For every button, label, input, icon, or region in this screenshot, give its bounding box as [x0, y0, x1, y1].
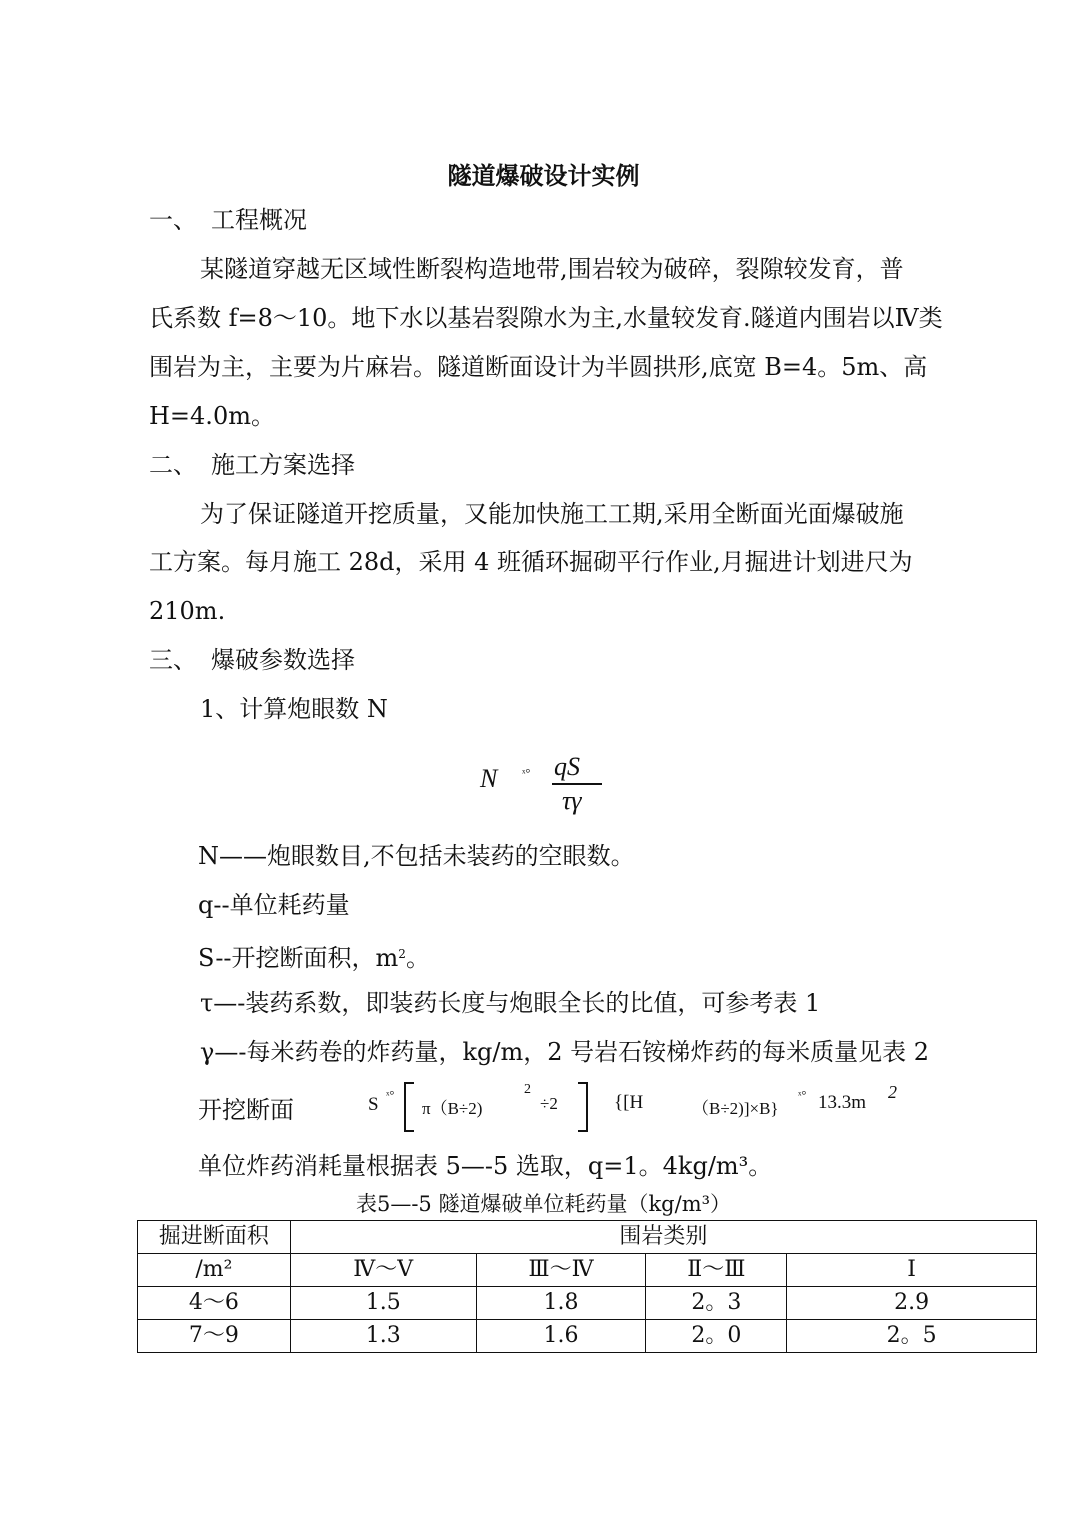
formula-area-exponent1: 2	[524, 1082, 531, 1097]
table-cell: 2。5	[787, 1320, 1037, 1353]
header-cell-class: Ⅲ～Ⅳ	[476, 1254, 646, 1287]
formula-area-operator-2: ˣ°	[798, 1088, 807, 1102]
definition-gamma: γ—-每米药卷的炸药量，kg/m，2 号岩石铵梯炸药的每米质量见表 2	[200, 1038, 929, 1066]
header-cell-area-unit: /m²	[138, 1254, 291, 1287]
section-number: 一、	[149, 206, 197, 234]
section-number: 二、	[149, 451, 197, 479]
table-cell: 1.6	[476, 1320, 646, 1353]
formula-area-part1: π（B÷2)	[422, 1099, 483, 1118]
section-number: 三、	[149, 646, 197, 674]
overview-line-1: 某隧道穿越无区域性断裂构造地带,围岩较为破碎，裂隙较发育，普	[200, 255, 904, 283]
formula-numerator: qS	[554, 752, 580, 781]
definition-tau: τ—-装药系数，即装药长度与炮眼全长的比值，可参考表 1	[200, 989, 821, 1017]
formula-area-s: S	[368, 1094, 379, 1115]
definition-s-end: 。	[405, 944, 430, 972]
table-cell: 2。3	[646, 1287, 787, 1320]
definition-s-exponent: 2	[398, 947, 406, 961]
header-cell-class: Ⅰ	[787, 1254, 1037, 1287]
table-cell-area: 7～9	[138, 1320, 291, 1353]
formula-area-exponent2: 2	[888, 1082, 897, 1102]
table-row	[138, 1287, 1037, 1320]
step-1-heading: 1、计算炮眼数 N	[200, 695, 388, 723]
formula-area-operator: ˣ°	[386, 1088, 395, 1102]
section-heading-1	[149, 205, 307, 235]
section-title: 施工方案选择	[211, 451, 355, 479]
unit-consumption-line: 单位炸药消耗量根据表 5—-5 选取，q=1。4kg/m³。	[198, 1152, 773, 1180]
section-heading-3	[149, 645, 355, 675]
charge-consumption-table	[137, 1220, 1037, 1353]
formula-lhs: N	[480, 764, 498, 793]
formula-area-part3: {[H	[614, 1092, 644, 1113]
formula-area-result: 13.3m	[818, 1092, 867, 1113]
table-row	[138, 1320, 1037, 1353]
header-cell-class: Ⅱ～Ⅲ	[646, 1254, 787, 1287]
formula-hole-count	[480, 752, 610, 822]
table-cell: 2。0	[646, 1320, 787, 1353]
header-cell-rock-class: 围岩类别	[290, 1221, 1036, 1254]
area-label: 开挖断面	[198, 1096, 294, 1124]
header-cell-area: 掘进断面积	[138, 1221, 291, 1254]
overview-line-3: 围岩为主，主要为片麻岩。隧道断面设计为半圆拱形,底宽 B=4。5m、高	[149, 353, 928, 381]
formula-operator: ˣ°	[522, 766, 531, 780]
overview-line-2: 氏系数 f=8～10。地下水以基岩裂隙水为主,水量较发育.隧道内围岩以Ⅳ类	[149, 304, 943, 332]
section-title: 工程概况	[211, 206, 307, 234]
section-heading-2	[149, 450, 355, 480]
formula-denominator: τγ	[562, 786, 582, 815]
definition-n: N——炮眼数目,不包括未装药的空眼数。	[198, 842, 635, 870]
table-cell: 2.9	[787, 1287, 1037, 1320]
definition-s	[198, 939, 430, 973]
plan-line-2: 工方案。每月施工 28d，采用 4 班循环掘砌平行作业,月掘进计划进尺为	[149, 548, 913, 576]
definition-s-text: S--开挖断面积，m	[198, 944, 399, 972]
plan-line-1: 为了保证隧道开挖质量，又能加快施工工期,采用全断面光面爆破施	[200, 500, 904, 528]
document-title: 隧道爆破设计实例	[447, 162, 640, 190]
table-header-row	[138, 1221, 1037, 1254]
section-title: 爆破参数选择	[211, 646, 355, 674]
fraction-bar	[552, 783, 602, 785]
formula-area-part4: （B÷2)]×B}	[692, 1099, 779, 1118]
table-caption: 表5—-5 隧道爆破单位耗药量（kg/m³）	[355, 1192, 732, 1216]
definition-q: q--单位耗药量	[198, 891, 350, 919]
table-cell: 1.5	[290, 1287, 476, 1320]
formula-area-part2: ÷2	[540, 1094, 558, 1113]
overview-line-4: H=4.0m。	[149, 402, 275, 430]
formula-area	[360, 1082, 920, 1132]
table-cell: 1.3	[290, 1320, 476, 1353]
right-square-bracket	[578, 1082, 588, 1132]
left-square-bracket	[404, 1082, 414, 1132]
table-cell-area: 4～6	[138, 1287, 291, 1320]
table-cell: 1.8	[476, 1287, 646, 1320]
header-cell-class: Ⅳ～Ⅴ	[290, 1254, 476, 1287]
table-subheader-row	[138, 1254, 1037, 1287]
plan-line-3: 210m.	[149, 597, 226, 625]
